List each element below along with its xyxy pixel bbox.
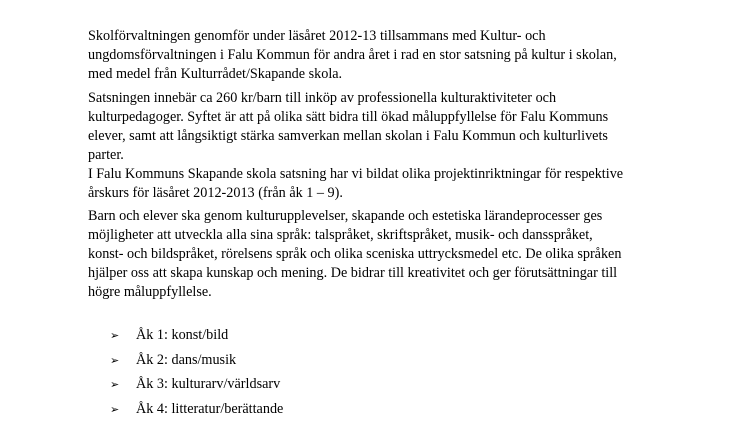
text-line: hjälper oss att skapa kunskap och mening. De bidrar till kreativitet och ger förutsättningar till (88, 264, 688, 283)
paragraph-goals (88, 207, 688, 302)
text-line: möjligheter att utveckla alla sina språk: talspråket, skriftspråket, musik- och dansspråket, (88, 226, 688, 245)
text-line: I Falu Kommuns Skapande skola satsning har vi bildat olika projektinriktningar för respektive (88, 165, 688, 184)
text-line: elever, samt att långsiktigt stärka samverkan mellan skolan i Falu Kommun och kulturlivets (88, 127, 688, 146)
text-line: ungdomsförvaltningen i Falu Kommun för andra året i rad en stor satsning på kultur i skolan, (88, 46, 688, 65)
text-line: kulturpedagoger. Syftet är att på olika sätt bidra till ökad måluppfyllelse för Falu Kommuns (88, 108, 688, 127)
arrow-bullet-icon: ➢ (110, 326, 136, 345)
list-item-text: Åk 1: konst/bild (136, 326, 228, 345)
paragraph-projects (88, 165, 688, 203)
list-item (110, 326, 283, 351)
list-item (110, 400, 283, 424)
grade-list (110, 326, 283, 424)
paragraph-intro (88, 27, 688, 84)
list-item-text: Åk 4: litteratur/berättande (136, 400, 283, 419)
paragraph-purpose (88, 89, 688, 165)
arrow-bullet-icon: ➢ (110, 351, 136, 370)
arrow-bullet-icon: ➢ (110, 375, 136, 394)
text-line: årskurs för läsåret 2012-2013 (från åk 1 – 9). (88, 184, 688, 203)
arrow-bullet-icon: ➢ (110, 400, 136, 419)
text-line: Barn och elever ska genom kulturupplevelser, skapande och estetiska lärandeprocesser ges (88, 207, 688, 226)
list-item-text: Åk 2: dans/musik (136, 351, 236, 370)
text-line: Satsningen innebär ca 260 kr/barn till inköp av professionella kulturaktiviteter och (88, 89, 688, 108)
list-item-text: Åk 3: kulturarv/världsarv (136, 375, 280, 394)
text-line: högre måluppfyllelse. (88, 283, 688, 302)
list-item (110, 375, 283, 400)
text-line: konst- och bildspråket, rörelsens språk och olika sceniska uttrycksmedel etc. De olika språken (88, 245, 688, 264)
text-line: Skolförvaltningen genomför under läsåret 2012-13 tillsammans med Kultur- och (88, 27, 688, 46)
text-line: med medel från Kulturrådet/Skapande skola. (88, 65, 688, 84)
list-item (110, 351, 283, 376)
text-line: parter. (88, 146, 688, 165)
